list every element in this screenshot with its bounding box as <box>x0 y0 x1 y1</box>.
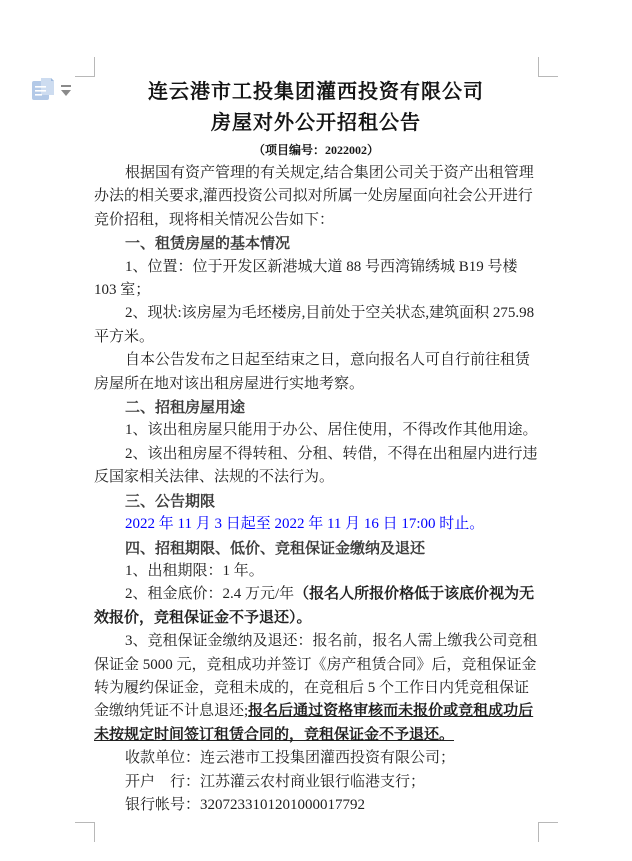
section1-item2: 2、现状:该房屋为毛坯楼房,目前处于空关状态,建筑面积 275.98 平方米。 <box>94 305 535 345</box>
section4-item1: 1、出租期限：1 年。 <box>125 562 264 579</box>
project-number: （项目编号：2022002） <box>252 143 379 157</box>
section4-item2-bold: （报名人所报价格低于该底价视为无效报价，竞租保证金不予退还）。 <box>94 586 535 626</box>
section4-item3 <box>94 630 538 747</box>
page-margin-mark-top-left <box>75 57 95 77</box>
section1-item1: 1、位置：位于开发区新港城大道 88 号西湾锦绣城 B19 号楼 103 室； <box>94 258 518 299</box>
section2-item2: 2、该出租房屋不得转租、分租、转借，不得在出租屋内进行违反国家相关法律、法规的不法行为。 <box>94 445 538 486</box>
section4-heading: 四、招租期限、低价、竞租保证金缴纳及退还 <box>125 539 426 557</box>
announcement-period: 2022 年 11 月 3 日起至 2022 年 11 月 16 日 17:00 时止。 <box>125 516 485 533</box>
section4-item2 <box>94 583 538 630</box>
page-margin-mark-bottom-right <box>538 822 558 842</box>
section4-item2-regular: 2、租金底价：2.4 万元/年 <box>125 586 295 603</box>
section2-heading: 二、招租房屋用途 <box>125 399 246 417</box>
section4-item3-regular: 3、竞租保证金缴纳及退还：报名前，报名人需上缴我公司竞租保证金 5000 元，竞租成功并签订《房产租赁合同》后，竞租保证金转为履约保证金，竞租未成的，在竞租后 5 个工作日内凭竞租保证金缴纳凭证不计息退还; <box>94 633 538 720</box>
section1-heading: 一、租赁房屋的基本情况 <box>125 235 291 253</box>
payment-account: 银行帐号：3207233101201000017792 <box>125 796 366 813</box>
document-body <box>94 76 538 817</box>
section1-item3: 自本公告发布之日起至结束之日，意向报名人可自行前往租赁房屋所在地对该出租房屋进行实地考察。 <box>94 352 531 392</box>
payment-bank: 开户 行：江苏灌云农村商业银行临港支行； <box>125 773 426 790</box>
section2-item1: 1、该出租房屋只能用于办公、居住使用，不得改作其他用途。 <box>125 422 538 439</box>
paste-options-icon[interactable] <box>32 78 54 107</box>
page-margin-mark-bottom-left <box>75 822 95 842</box>
section4-item3-bold-underline: 报名后通过资格审核而未报价或竞租成功后未按规定时间签订租赁合同的，竞租保证金不予退还。 <box>94 703 534 743</box>
section3-heading: 三、公告期限 <box>125 492 216 510</box>
paste-options-button[interactable] <box>32 78 71 107</box>
payment-payee: 收款单位：连云港市工投集团灌西投资有限公司； <box>125 750 456 767</box>
page-margin-mark-top-right <box>538 57 558 77</box>
intro-paragraph: 根据国有资产管理的有关规定,结合集团公司关于资产出租管理办法的相关要求,灌西投资公司拟对所属一处房屋面向社会公开进行竞价招租，现将相关情况公告如下： <box>94 165 534 228</box>
chevron-down-icon[interactable] <box>61 85 71 96</box>
document-subtitle: 房屋对外公开招租公告 <box>211 112 421 134</box>
document-title: 连云港市工投集团灌西投资有限公司 <box>148 81 484 103</box>
